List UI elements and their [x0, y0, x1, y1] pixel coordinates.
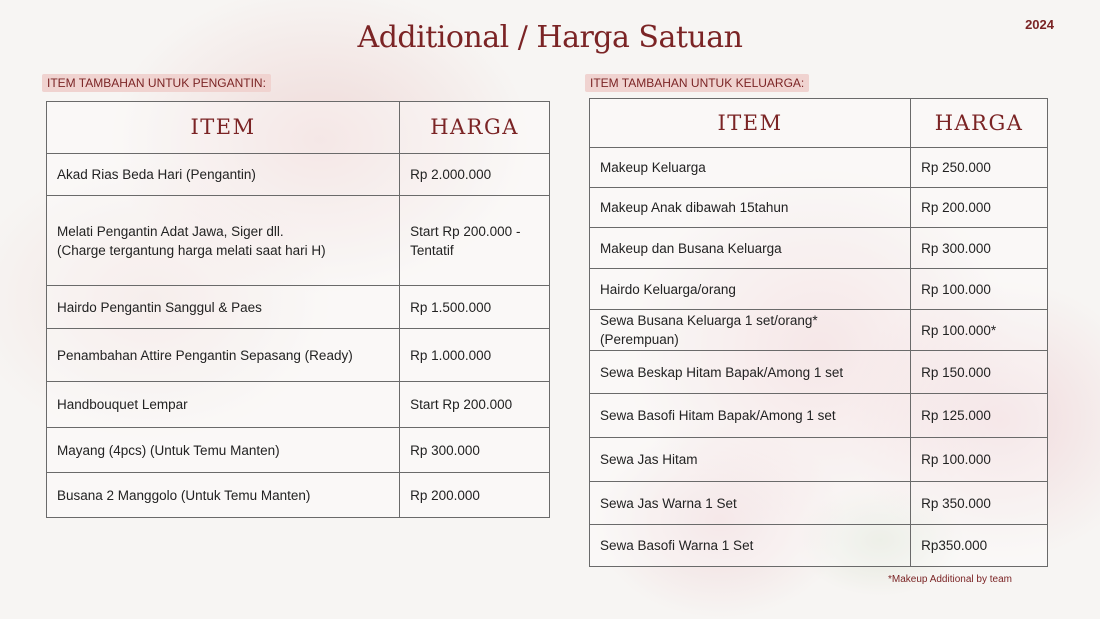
price-column-header: HARGA [400, 102, 550, 154]
price-cell: Rp 300.000 [400, 428, 550, 473]
family-section-label: ITEM TAMBAHAN UNTUK KELUARGA: [585, 74, 809, 92]
table-row [47, 196, 550, 286]
item-cell: Melati Pengantin Adat Jawa, Siger dll. (Charge tergantung harga melati saat hari H) [47, 196, 400, 286]
table-row [47, 382, 550, 428]
price-cell: Rp 100.000 [911, 269, 1048, 310]
price-cell: Rp350.000 [911, 525, 1048, 567]
price-cell: Rp 350.000 [911, 482, 1048, 525]
item-cell: Sewa Jas Warna 1 Set [590, 482, 911, 525]
table-row [590, 269, 1048, 310]
price-cell: Rp 200.000 [400, 473, 550, 518]
item-column-header: ITEM [47, 102, 400, 154]
table-header-row [47, 102, 550, 154]
item-cell: Hairdo Keluarga/orang [590, 269, 911, 310]
bride-section-label: ITEM TAMBAHAN UNTUK PENGANTIN: [42, 74, 271, 92]
table-row [590, 188, 1048, 228]
price-cell: Rp 250.000 [911, 148, 1048, 188]
price-cell: Rp 1.500.000 [400, 286, 550, 329]
item-cell: Sewa Basofi Warna 1 Set [590, 525, 911, 567]
price-column-header: HARGA [911, 99, 1048, 148]
item-column-header: ITEM [590, 99, 911, 148]
item-cell: Makeup Anak dibawah 15tahun [590, 188, 911, 228]
price-cell: Rp 100.000 [911, 438, 1048, 482]
item-cell: Sewa Basofi Hitam Bapak/Among 1 set [590, 394, 911, 438]
year-badge: 2024 [1025, 17, 1054, 32]
table-row [590, 525, 1048, 567]
price-cell: Rp 2.000.000 [400, 154, 550, 196]
item-cell: Mayang (4pcs) (Untuk Temu Manten) [47, 428, 400, 473]
item-cell: Sewa Jas Hitam [590, 438, 911, 482]
table-row [590, 148, 1048, 188]
item-cell: Penambahan Attire Pengantin Sepasang (Ready) [47, 329, 400, 382]
table-header-row [590, 99, 1048, 148]
price-cell: Start Rp 200.000 - Tentatif [400, 196, 550, 286]
item-cell: Makeup Keluarga [590, 148, 911, 188]
price-cell: Rp 100.000* [911, 310, 1048, 351]
footnote: *Makeup Additional by team [888, 574, 1012, 585]
table-row [590, 438, 1048, 482]
price-cell: Rp 1.000.000 [400, 329, 550, 382]
price-cell: Rp 200.000 [911, 188, 1048, 228]
item-cell: Busana 2 Manggolo (Untuk Temu Manten) [47, 473, 400, 518]
price-cell: Rp 150.000 [911, 351, 1048, 394]
table-row [47, 286, 550, 329]
table-row [47, 329, 550, 382]
page-title: Additional / Harga Satuan [357, 20, 743, 55]
table-row [47, 473, 550, 518]
table-row [590, 394, 1048, 438]
item-cell: Handbouquet Lempar [47, 382, 400, 428]
item-cell: Makeup dan Busana Keluarga [590, 228, 911, 269]
item-cell: Hairdo Pengantin Sanggul & Paes [47, 286, 400, 329]
family-price-table [589, 98, 1048, 567]
table-row [590, 228, 1048, 269]
table-row [590, 310, 1048, 351]
item-cell: Sewa Busana Keluarga 1 set/orang* (Perempuan) [590, 310, 911, 351]
item-cell: Sewa Beskap Hitam Bapak/Among 1 set [590, 351, 911, 394]
table-row [590, 482, 1048, 525]
table-row [590, 351, 1048, 394]
item-cell: Akad Rias Beda Hari (Pengantin) [47, 154, 400, 196]
bride-price-table [46, 101, 550, 518]
price-cell: Rp 300.000 [911, 228, 1048, 269]
table-row [47, 428, 550, 473]
table-row [47, 154, 550, 196]
price-cell: Start Rp 200.000 [400, 382, 550, 428]
price-cell: Rp 125.000 [911, 394, 1048, 438]
